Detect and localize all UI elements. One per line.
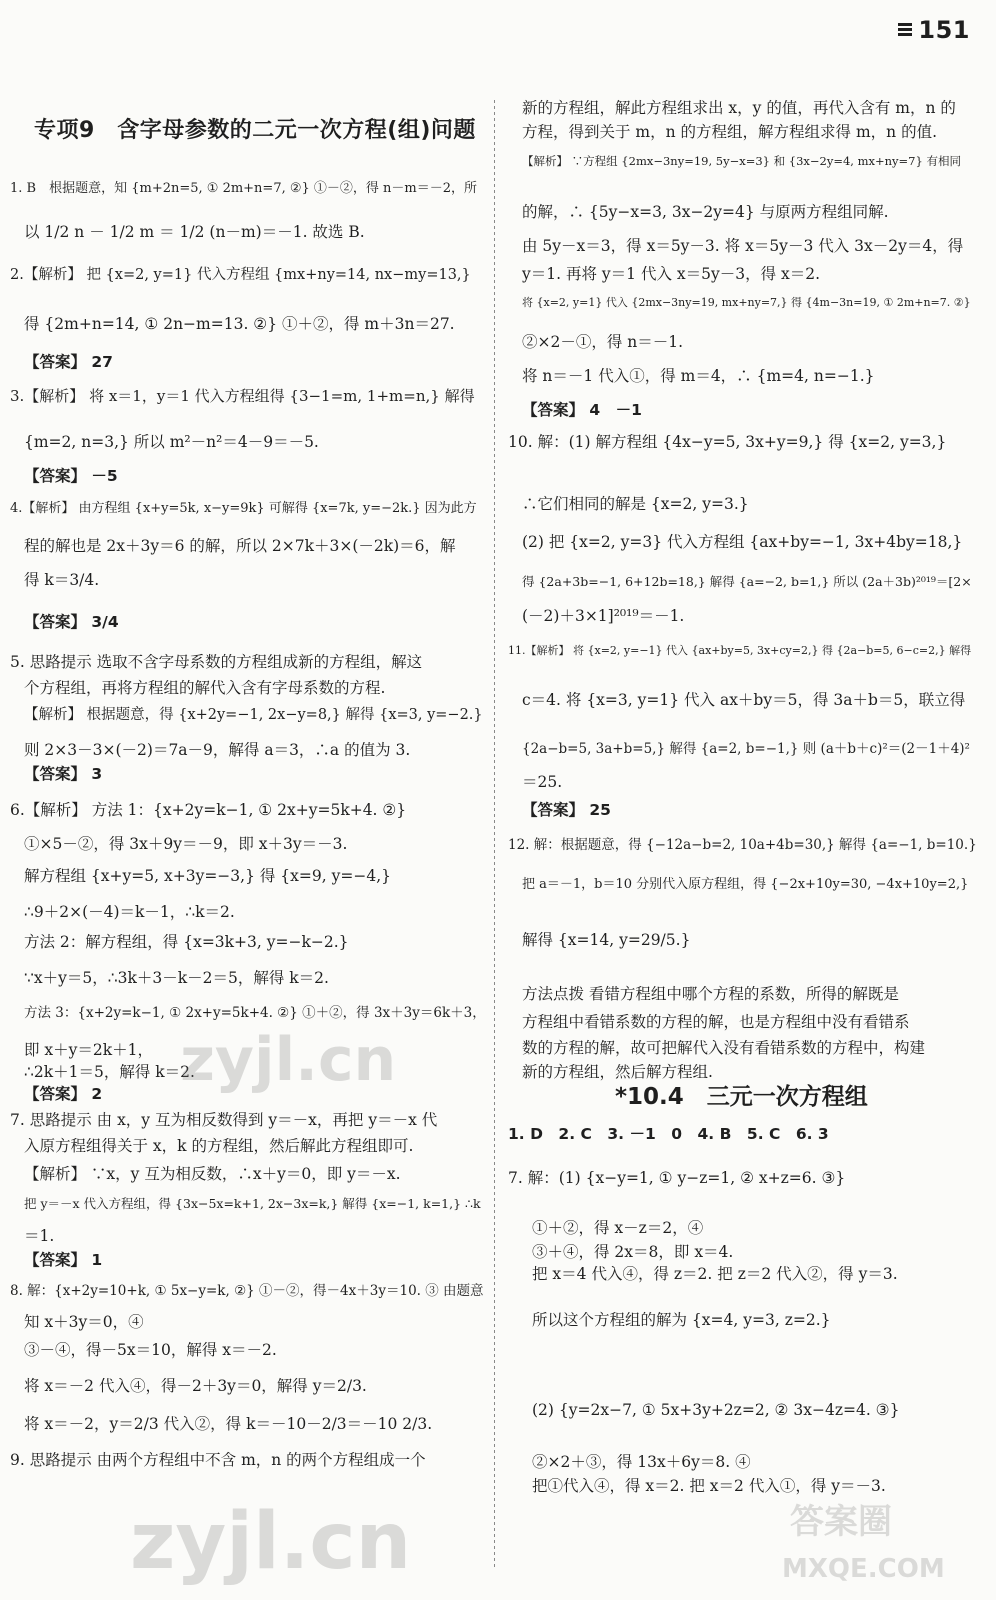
- left-line: ＝1.: [24, 1227, 55, 1245]
- left-line: 3.【解析】 将 x＝1，y＝1 代入方程组得 {3−1=m, 1+m=n,} 解得: [10, 387, 475, 405]
- watermark-logo: 答案圈: [790, 1502, 892, 1542]
- left-line: 以 1/2 n － 1/2 m ＝ 1/2 (n－m)＝－1. 故选 B.: [24, 223, 365, 241]
- page-number-text: 151: [918, 16, 970, 44]
- left-line: 7. 思路提示 由 x，y 互为相反数得到 y＝－x，再把 y＝－x 代: [10, 1111, 438, 1129]
- column-divider: [494, 100, 495, 1570]
- answer-line: 【答案】 －5: [24, 467, 118, 485]
- left-line: 入原方程组得关于 x，k 的方程组，然后解此方程组即可.: [24, 1137, 414, 1155]
- right-line: 所以这个方程组的解为 {x=4, y=3, z=2.}: [532, 1311, 831, 1329]
- left-line: ∴9＋2×(－4)＝k－1，∴k＝2.: [24, 903, 235, 921]
- right-line: (2) 把 {x=2, y=3} 代入方程组 {ax+by=−1, 3x+4by=18,}: [522, 533, 963, 551]
- right-line: (2) {y=2x−7, ① 5x+3y+2z=2, ② 3x−4z=4. ③}: [532, 1401, 900, 1419]
- right-line: 1. D 2. C 3. －1 0 4. B 5. C 6. 3: [508, 1125, 829, 1143]
- left-line: 把 y＝－x 代入方程组，得 {3x−5x=k+1, 2x−3x=k,} 解得 {x=−1, k=1,} ∴k: [24, 1196, 481, 1211]
- right-line: ∴它们相同的解是 {x=2, y=3.}: [522, 495, 749, 513]
- right-line: ＝25.: [522, 773, 563, 791]
- page-title: 专项9 含字母参数的二元一次方程(组)问题: [34, 118, 476, 143]
- left-line: 8. 解：{x+2y=10+k, ① 5x−y=k, ②} ①－②，得－4x＋3y＝10. ③ 由题意: [10, 1283, 484, 1299]
- left-line: 9. 思路提示 由两个方程组中不含 m，n 的两个方程组成一个: [10, 1451, 426, 1469]
- left-line: 个方程组，再将方程组的解代入含有字母系数的方程.: [24, 679, 386, 697]
- right-line: 把 a＝－1，b＝10 分别代入原方程组，得 {−2x+10y=30, −4x+10y=2,}: [522, 877, 969, 892]
- answer-line: 【答案】 2: [24, 1085, 103, 1103]
- right-line: ②×2＋③，得 13x＋6y＝8. ④: [532, 1453, 751, 1471]
- right-line: ①＋②，得 x－z＝2，④: [532, 1219, 704, 1237]
- watermark-main: zyjl.cn: [130, 1497, 412, 1587]
- left-line: {m=2, n=3,} 所以 m²－n²＝4－9＝－5.: [24, 433, 319, 451]
- right-line: {2a−b=5, 3a+b=5,} 解得 {a=2, b=−1,} 则 (a＋b＋c)²＝(2－1＋4)²: [522, 741, 970, 757]
- right-line: 12. 解：根据题意，得 {−12a−b=2, 10a+4b=30,} 解得 {a=−1, b=10.}: [508, 837, 977, 853]
- left-line: 4.【解析】 由方程组 {x+y=5k, x−y=9k} 可解得 {x=7k, y=−2k.} 因为此方: [10, 501, 477, 516]
- left-line: 5. 思路提示 选取不含字母系数的方程组成新的方程组，解这: [10, 653, 423, 671]
- right-line: 【解析】 ∵方程组 {2mx−3ny=19, 5y−x=3} 和 {3x−2y=4, mx+ny=7} 有相同: [522, 154, 961, 168]
- right-line: 把 x＝4 代入④，得 z＝2. 把 z＝2 代入②，得 y＝3.: [532, 1265, 898, 1283]
- left-line: ①×5－②，得 3x＋9y＝－9，即 x＋3y＝－3.: [24, 835, 348, 853]
- left-line: 方法 3：{x+2y=k−1, ① 2x+y=5k+4. ②} ①＋②，得 3x＋3y＝6k＋3，: [24, 1005, 486, 1021]
- right-line: 的解，∴ {5y−x=3, 3x−2y=4} 与原两方程组同解.: [522, 203, 889, 221]
- left-line: 知 x＋3y＝0，④: [24, 1313, 144, 1331]
- right-line: 解得 {x=14, y=29/5.}: [522, 931, 691, 949]
- right-line: 10. 解：(1) 解方程组 {4x−y=5, 3x+y=9,} 得 {x=2, y=3,}: [508, 433, 947, 451]
- left-line: 程的解也是 2x＋3y＝6 的解，所以 2×7k＋3×(－2k)＝6，解: [24, 537, 456, 555]
- left-line: ∵x＋y＝5，∴3k＋3－k－2＝5，解得 k＝2.: [24, 969, 329, 987]
- right-line: (－2)＋3×1]²⁰¹⁹＝－1.: [522, 607, 685, 625]
- left-line: 【解析】 ∵x，y 互为相反数，∴x＋y＝0，即 y＝－x.: [24, 1165, 401, 1183]
- right-line: 将 n＝－1 代入①，得 m＝4，∴ {m=4, n=−1.}: [522, 367, 875, 385]
- left-line: ∴2k＋1＝5，解得 k＝2.: [24, 1063, 195, 1081]
- answer-line: 【答案】 4 －1: [522, 401, 642, 419]
- right-line: 由 5y－x＝3，得 x＝5y－3. 将 x＝5y－3 代入 3x－2y＝4，得: [522, 237, 964, 255]
- answer-line: 【答案】 3: [24, 765, 103, 783]
- left-line: 【解析】 根据题意，得 {x+2y=−1, 2x−y=8,} 解得 {x=3, y=−2.}: [24, 707, 483, 723]
- right-line: c＝4. 将 {x=3, y=1} 代入 ax＋by＝5，得 3a＋b＝5，联立得: [522, 691, 966, 709]
- left-line: 将 x＝－2，y＝2/3 代入②，得 k＝－10－2/3＝－10 2/3.: [24, 1415, 433, 1433]
- left-line: 即 x＋y＝2k＋1，: [24, 1041, 154, 1059]
- right-line: y＝1. 再将 y＝1 代入 x＝5y－3，得 x＝2.: [522, 265, 821, 283]
- right-line: 7. 解：(1) {x−y=1, ① y−z=1, ② x+z=6. ③}: [508, 1169, 846, 1187]
- right-line: 方程，得到关于 m，n 的方程组，解方程组求得 m，n 的值.: [522, 123, 937, 141]
- right-line: 数的方程的解，故可把解代入没有看错系数的方程中，构建: [522, 1039, 926, 1057]
- watermark-site: MXQE.COM: [782, 1554, 945, 1584]
- right-line: ③＋④，得 2x＝8，即 x＝4.: [532, 1243, 734, 1261]
- left-line: 2.【解析】 把 {x=2, y=1} 代入方程组 {mx+ny=14, nx−my=13,}: [10, 267, 471, 283]
- left-line: 6.【解析】 方法 1：{x+2y=k−1, ① 2x+y=5k+4. ②}: [10, 801, 407, 819]
- left-line: 1. B 根据题意，知 {m+2n=5, ① 2m+n=7, ②} ①－②，得 n－m＝－2，所: [10, 181, 478, 196]
- left-line: 解方程组 {x+y=5, x+3y=−3,} 得 {x=9, y=−4,}: [24, 867, 391, 885]
- answer-line: 【答案】 3/4: [24, 613, 119, 631]
- watermark-mid: zyjl.cn: [180, 1025, 397, 1095]
- left-line: 得 k＝3/4.: [24, 571, 100, 589]
- page-number: [898, 14, 970, 46]
- answer-line: 【答案】 1: [24, 1251, 103, 1269]
- page-number-bars-icon: [898, 23, 912, 37]
- right-line: 11.【解析】 将 {x=2, y=−1} 代入 {ax+by=5, 3x+cy=2,} 得 {2a−b=5, 6−c=2,} 解得: [508, 644, 972, 657]
- right-line: 把①代入④，得 x＝2. 把 x＝2 代入①，得 y＝－3.: [532, 1477, 886, 1495]
- right-line: 新的方程组，然后解方程组.: [522, 1063, 713, 1081]
- right-line: ②×2－①，得 n＝－1.: [522, 333, 684, 351]
- left-line: 则 2×3－3×(－2)＝7a－9，解得 a＝3，∴a 的值为 3.: [24, 741, 411, 759]
- right-line: 新的方程组，解此方程组求出 x，y 的值，再代入含有 m，n 的: [522, 99, 956, 117]
- right-line: 将 {x=2, y=1} 代入 {2mx−3ny=19, mx+ny=7,} 得 {4m−3n=19, ① 2m+n=7. ②}: [522, 296, 971, 309]
- right-line: 得 {2a+3b=−1, 6+12b=18,} 解得 {a=−2, b=1,} 所以 (2a＋3b)²⁰¹⁹＝[2×: [522, 574, 972, 589]
- answer-line: 【答案】 27: [24, 353, 113, 371]
- left-line: 方法 2：解方程组，得 {x=3k+3, y=−k−2.}: [24, 933, 349, 951]
- right-line: 方法点拨 看错方程组中哪个方程的系数，所得的解既是: [522, 985, 899, 1003]
- answer-line: 【答案】 25: [522, 801, 611, 819]
- left-line: 将 x＝－2 代入④，得－2＋3y＝0，解得 y＝2/3.: [24, 1377, 367, 1395]
- left-line: 得 {2m+n=14, ① 2n−m=13. ②} ①＋②，得 m＋3n＝27.: [24, 315, 455, 333]
- section-title: *10.4 三元一次方程组: [615, 1084, 868, 1110]
- right-line: 方程组中看错系数的方程的解，也是方程组中没有看错系: [522, 1013, 910, 1031]
- left-line: ③－④，得－5x＝10，解得 x＝－2.: [24, 1341, 277, 1359]
